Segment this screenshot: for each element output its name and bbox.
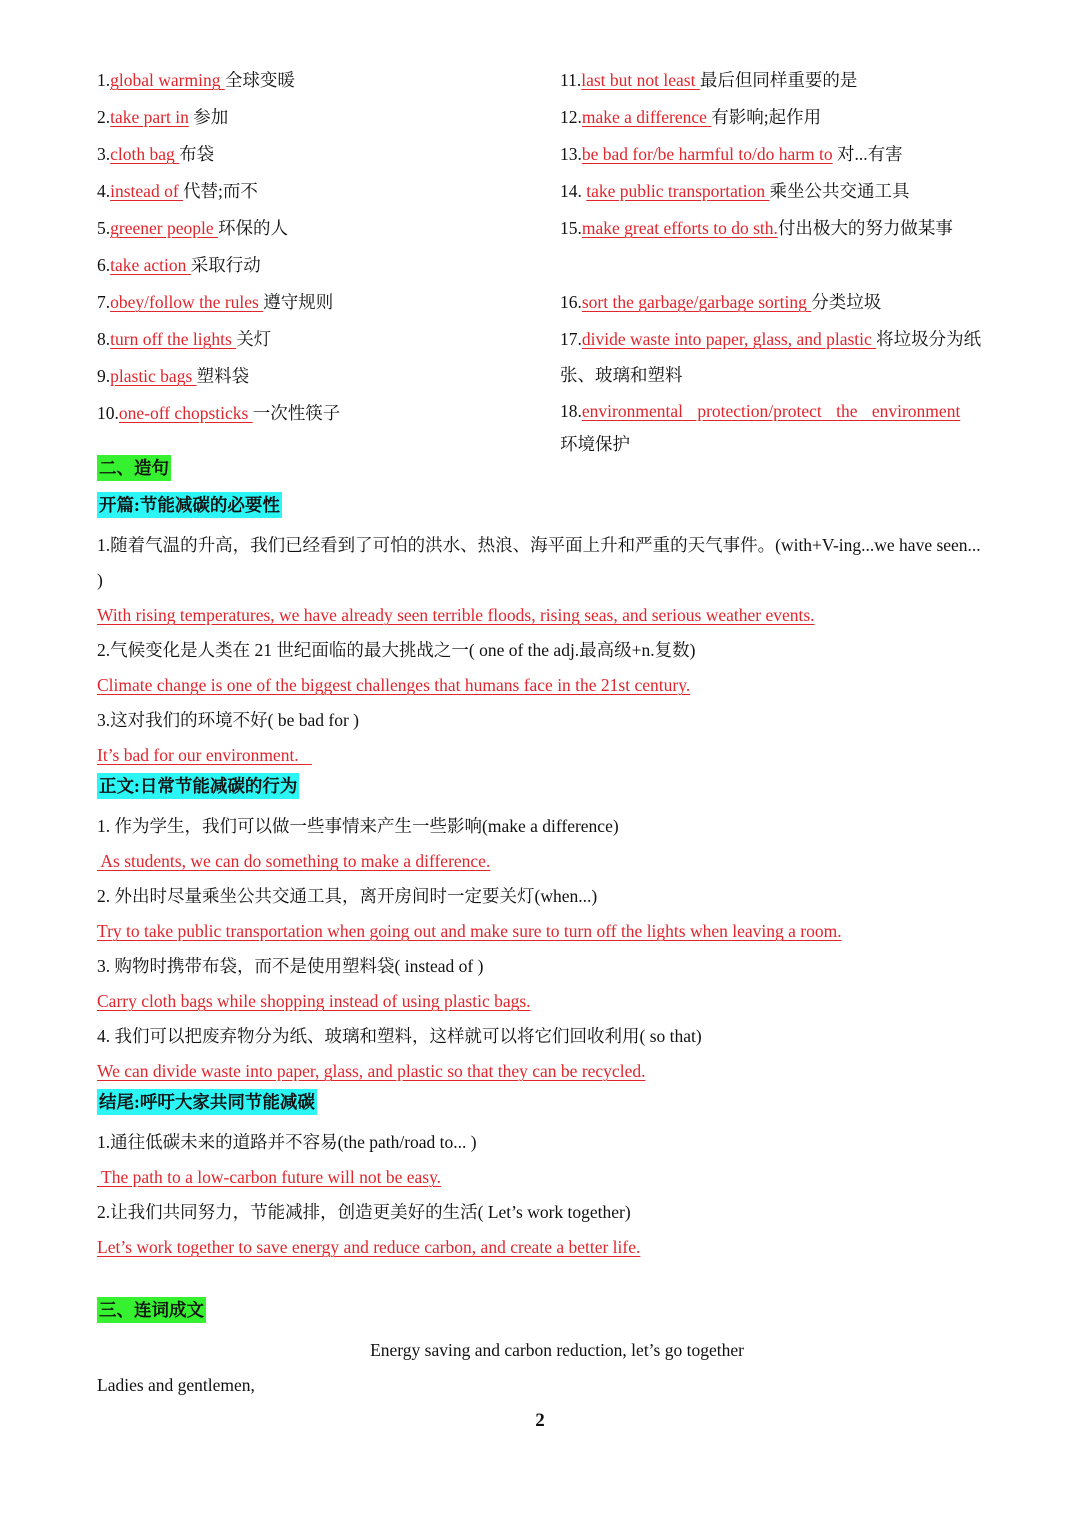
answer-text: Climate change is one of the biggest challenges that humans face in the 21st century. (97, 675, 691, 695)
vocab-column-left (97, 62, 537, 432)
vocab-item: 9.plastic bags 塑料袋 (97, 366, 250, 386)
vocab-item: 1.global warming 全球变暖 (97, 70, 295, 90)
vocab-item: 18.environmental protection/protect the environment 环境保护 (560, 401, 961, 454)
vocab-column-right (560, 62, 982, 461)
vocab-item: 7.obey/follow the rules 遵守规则 (97, 292, 334, 312)
section-heading: 二、造句 (97, 455, 171, 481)
section-sentences (97, 455, 987, 1265)
essay-title: Energy saving and carbon reduction, let’s go together (370, 1340, 744, 1360)
vocab-item: 2.take part in 参加 (97, 107, 229, 127)
vocab-item: 12.make a difference 有影响;起作用 (560, 107, 822, 127)
subsection-heading: 正文:日常节能减碳的行为 (97, 773, 299, 799)
question-text: 4. 我们可以把废弃物分为纸、玻璃和塑料，这样就可以将它们回收利用( so that) (97, 1026, 702, 1046)
question-text: 3.这对我们的环境不好( be bad for ) (97, 710, 359, 730)
question-text: 2.气候变化是人类在 21 世纪面临的最大挑战之一( one of the adj.最高级+n.复数) (97, 640, 696, 660)
answer-text: We can divide waste into paper, glass, and plastic so that they can be recycled. (97, 1061, 646, 1081)
section-heading: 三、连词成文 (97, 1297, 206, 1323)
vocab-item: 3.cloth bag 布袋 (97, 144, 215, 164)
question-text: 1.随着气温的升高，我们已经看到了可怕的洪水、热浪、海平面上升和严重的天气事件。(with+V-ing...we have seen... ) (97, 535, 981, 590)
answer-text: Carry cloth bags while shopping instead of using plastic bags. (97, 991, 531, 1011)
essay-opening: Ladies and gentlemen, (97, 1375, 255, 1395)
vocab-item: 10.one-off chopsticks 一次性筷子 (97, 403, 341, 423)
subsection-heading: 开篇:节能减碳的必要性 (97, 492, 282, 518)
answer-text: With rising temperatures, we have already seen terrible floods, rising seas, and serious weather events. (97, 605, 815, 625)
question-text: 2. 外出时尽量乘坐公共交通工具，离开房间时一定要关灯(when...) (97, 886, 598, 906)
answer-text: It’s bad for our environment. (97, 745, 312, 765)
question-text: 1.通往低碳未来的道路并不容易(the path/road to... ) (97, 1132, 477, 1152)
vocab-item: 8.turn off the lights 关灯 (97, 329, 272, 349)
vocab-item: 4.instead of 代替;而不 (97, 181, 258, 201)
answer-text: Try to take public transportation when going out and make sure to turn off the lights when leaving a room. (97, 921, 842, 941)
vocab-item: 11.last but not least 最后但同样重要的是 (560, 70, 858, 90)
section-essay (97, 1297, 987, 1403)
vocab-item: 15.make great efforts to do sth.付出极大的努力做某事 (560, 218, 953, 238)
vocab-item: 5.greener people 环保的人 (97, 218, 288, 238)
answer-text: The path to a low-carbon future will not be easy. (97, 1167, 442, 1187)
vocab-item: 17.divide waste into paper, glass, and plastic 将垃圾分为纸张、玻璃和塑料 (560, 329, 982, 385)
subsection-heading: 结尾:呼吁大家共同节能减碳 (97, 1089, 317, 1115)
answer-text: Let’s work together to save energy and reduce carbon, and create a better life. (97, 1237, 641, 1257)
vocab-item: 16.sort the garbage/garbage sorting 分类垃圾 (560, 292, 882, 312)
vocab-item: 14. take public transportation 乘坐公共交通工具 (560, 181, 910, 201)
question-text: 3. 购物时携带布袋，而不是使用塑料袋( instead of ) (97, 956, 484, 976)
answer-text: As students, we can do something to make a difference. (97, 851, 491, 871)
question-text: 2.让我们共同努力，节能减排，创造更美好的生活( Let’s work together) (97, 1202, 631, 1222)
question-text: 1. 作为学生，我们可以做一些事情来产生一些影响(make a difference) (97, 816, 619, 836)
vocab-item: 6.take action 采取行动 (97, 255, 261, 275)
page-number: 2 (535, 1410, 545, 1431)
vocab-item: 13.be bad for/be harmful to/do harm to 对...有害 (560, 144, 903, 164)
